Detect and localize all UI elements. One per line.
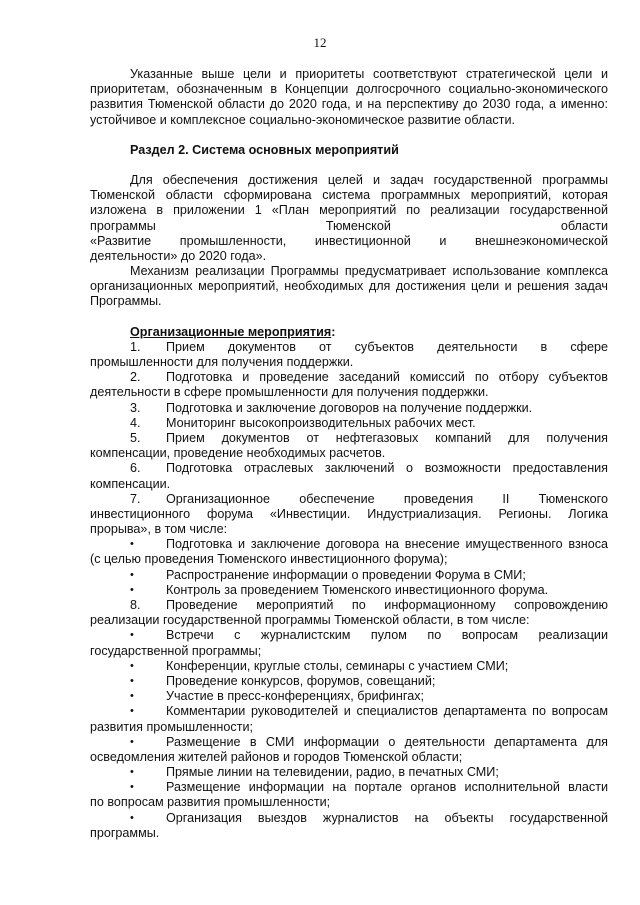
list-item-continuation: развития промышленности; bbox=[90, 719, 253, 734]
paragraph-line: «Развитие промышленности, инвестиционной и внешнеэкономической bbox=[90, 233, 608, 248]
list-item-first-line bbox=[90, 704, 608, 719]
numbered-item bbox=[90, 416, 608, 431]
section-title: Раздел 2. Система основных мероприятий bbox=[130, 142, 399, 157]
list-item-continuation: реализации государственной программы Тюменской области, в том числе: bbox=[90, 613, 530, 628]
list-item-continuation: деятельности в сфере промышленности для получения поддержки. bbox=[90, 385, 489, 400]
bullet-item bbox=[90, 537, 608, 567]
paragraph-line: устойчивое и комплексное социально-экономическое развитие области. bbox=[90, 112, 515, 127]
bullet-marker: • bbox=[130, 811, 134, 824]
list-item-text: Комментарии руководителей и специалистов департамента по вопросам bbox=[166, 704, 608, 719]
paragraph-line: приоритетам, обозначенным в Концепции долгосрочного социально-экономического bbox=[90, 82, 608, 97]
bullet-item bbox=[90, 735, 608, 765]
list-item-text: Подготовка и заключение договоров на получение поддержки. bbox=[166, 400, 533, 415]
item-number: 5. bbox=[130, 430, 141, 445]
list-item-text: Подготовка отраслевых заключений о возможности предоставления bbox=[166, 461, 608, 476]
list-item-text: Проведение конкурсов, форумов, совещаний; bbox=[166, 673, 436, 688]
bullet-item bbox=[90, 568, 608, 583]
list-item-first-line bbox=[90, 689, 608, 704]
list-item-text: Прием документов от нефтегазовых компаний для получения bbox=[166, 430, 608, 445]
list-item-first-line bbox=[90, 765, 608, 780]
list-item-continuation: прорыва», в том числе: bbox=[90, 522, 228, 537]
bullet-marker: • bbox=[130, 781, 134, 794]
list-item-continuation: компенсации. bbox=[90, 476, 171, 491]
bullet-item bbox=[90, 689, 608, 704]
paragraph-line: Программы. bbox=[90, 294, 162, 309]
list-item-text: Мониторинг высокопроизводительных рабочих мест. bbox=[166, 415, 476, 430]
list-item-continuation: промышленности для получения поддержки. bbox=[90, 355, 354, 369]
measures-list bbox=[90, 340, 608, 841]
list-item-first-line bbox=[90, 598, 608, 613]
item-number: 7. bbox=[130, 491, 141, 506]
list-item-first-line bbox=[90, 401, 608, 416]
list-item-text: Конференции, круглые столы, семинары с участием СМИ; bbox=[166, 658, 509, 673]
list-item-continuation: по вопросам развития промышленности; bbox=[90, 795, 331, 810]
numbered-item bbox=[90, 492, 608, 538]
paragraph-line: программы Тюменской области bbox=[90, 218, 608, 233]
list-item-first-line bbox=[90, 537, 608, 552]
list-item-continuation: (с целью проведения Тюменского инвестиционного форума); bbox=[90, 552, 448, 567]
bullet-item bbox=[90, 583, 608, 598]
bullet-marker: • bbox=[130, 766, 134, 779]
list-item-text: Прием документов от субъектов деятельности в сфере bbox=[166, 339, 608, 354]
page-content bbox=[90, 67, 608, 841]
item-number: 2. bbox=[130, 370, 141, 385]
numbered-item bbox=[90, 431, 608, 461]
paragraph-line: Для обеспечения достижения целей и задач государственной программы bbox=[130, 172, 608, 187]
paragraph-line: развития Тюменской области до 2020 года, и на перспективу до 2030 года, а именно: bbox=[90, 97, 608, 112]
item-number: 3. bbox=[130, 400, 141, 415]
bullet-marker: • bbox=[130, 735, 134, 748]
list-item-continuation: осведомления жителей районов и городов Тюменской области; bbox=[90, 749, 463, 764]
list-item-first-line bbox=[90, 461, 608, 476]
item-number: 1. bbox=[130, 339, 141, 354]
bullet-marker: • bbox=[130, 674, 134, 687]
numbered-item bbox=[90, 370, 608, 400]
bullet-marker: • bbox=[130, 568, 134, 581]
org-heading-colon: : bbox=[331, 324, 336, 339]
item-number: 8. bbox=[130, 598, 141, 612]
list-item-first-line bbox=[90, 628, 608, 643]
list-item-first-line bbox=[90, 416, 608, 431]
numbered-item bbox=[90, 340, 608, 370]
numbered-item bbox=[90, 461, 608, 491]
list-item-first-line bbox=[90, 583, 608, 598]
bullet-item bbox=[90, 780, 608, 810]
paragraph-line: Механизм реализации Программы предусматривает использование комплекса bbox=[130, 264, 608, 279]
paragraph-line: организационных мероприятий, необходимых для достижения цели и решения задач bbox=[90, 279, 608, 294]
list-item-text: Контроль за проведением Тюменского инвестиционного форума. bbox=[166, 582, 549, 597]
bullet-marker: • bbox=[130, 583, 134, 596]
bullet-item bbox=[90, 674, 608, 689]
list-item-text: Встречи с журналистским пулом по вопросам реализации bbox=[166, 628, 608, 643]
numbered-item bbox=[90, 598, 608, 628]
list-item-text: Прямые линии на телевидении, радио, в печатных СМИ; bbox=[166, 765, 499, 780]
list-item-first-line bbox=[90, 568, 608, 583]
list-item-first-line bbox=[90, 340, 608, 355]
paragraph-system bbox=[90, 173, 608, 264]
list-item-text: Подготовка и проведение заседаний комиссий по отбору субъектов bbox=[166, 370, 608, 385]
paragraph-line: Указанные выше цели и приоритеты соответствуют стратегической цели и bbox=[130, 67, 608, 81]
org-heading bbox=[90, 325, 608, 340]
paragraph-line: деятельности» до 2020 года». bbox=[90, 248, 267, 263]
list-item-first-line bbox=[90, 811, 608, 826]
list-item-text: Размещение информации на портале органов исполнительной власти bbox=[166, 780, 608, 795]
list-item-first-line bbox=[90, 492, 608, 507]
list-item-first-line bbox=[90, 431, 608, 446]
list-item-text: Распространение информации о проведении Форума в СМИ; bbox=[166, 567, 526, 582]
bullet-marker: • bbox=[130, 629, 134, 642]
paragraph-line: Тюменской области сформирована система программных мероприятий, которая bbox=[90, 188, 608, 203]
list-item-first-line bbox=[90, 674, 608, 689]
list-item-first-line bbox=[90, 370, 608, 385]
list-item-continuation: инвестиционного форума «Инвестиции. Индустриализация. Регионы. Логика bbox=[90, 506, 608, 521]
paragraph-goals bbox=[90, 67, 608, 128]
bullet-item bbox=[90, 659, 608, 674]
bullet-marker: • bbox=[130, 659, 134, 672]
bullet-marker: • bbox=[130, 538, 134, 551]
org-heading-text: Организационные мероприятия bbox=[130, 324, 332, 339]
list-item-text: Подготовка и заключение договора на внесение имущественного взноса bbox=[166, 537, 608, 552]
paragraph-mechanism bbox=[90, 264, 608, 310]
list-item-text: Организация выездов журналистов на объекты государственной bbox=[166, 810, 608, 825]
list-item-continuation: государственной программы; bbox=[90, 643, 262, 658]
list-item-first-line bbox=[90, 659, 608, 674]
bullet-marker: • bbox=[130, 690, 134, 703]
bullet-item bbox=[90, 765, 608, 780]
list-item-first-line bbox=[90, 735, 608, 750]
paragraph-line: изложена в приложении 1 «План мероприятий по реализации государственной bbox=[90, 203, 608, 218]
list-item-continuation: компенсации, проведение необходимых расчетов. bbox=[90, 446, 386, 461]
page-number: 12 bbox=[313, 35, 327, 50]
list-item-text: Организационное обеспечение проведения II Тюменского bbox=[166, 491, 608, 506]
bullet-item bbox=[90, 628, 608, 658]
list-item-continuation: программы. bbox=[90, 825, 160, 840]
list-item-text: Участие в пресс-конференциях, брифингах; bbox=[166, 689, 424, 704]
numbered-item bbox=[90, 401, 608, 416]
list-item-first-line bbox=[90, 780, 608, 795]
item-number: 6. bbox=[130, 461, 141, 476]
bullet-item bbox=[90, 811, 608, 841]
list-item-text: Проведение мероприятий по информационному сопровождению bbox=[166, 598, 608, 612]
bullet-marker: • bbox=[130, 705, 134, 718]
bullet-item bbox=[90, 704, 608, 734]
list-item-text: Размещение в СМИ информации о деятельности департамента для bbox=[166, 734, 608, 749]
item-number: 4. bbox=[130, 415, 141, 430]
